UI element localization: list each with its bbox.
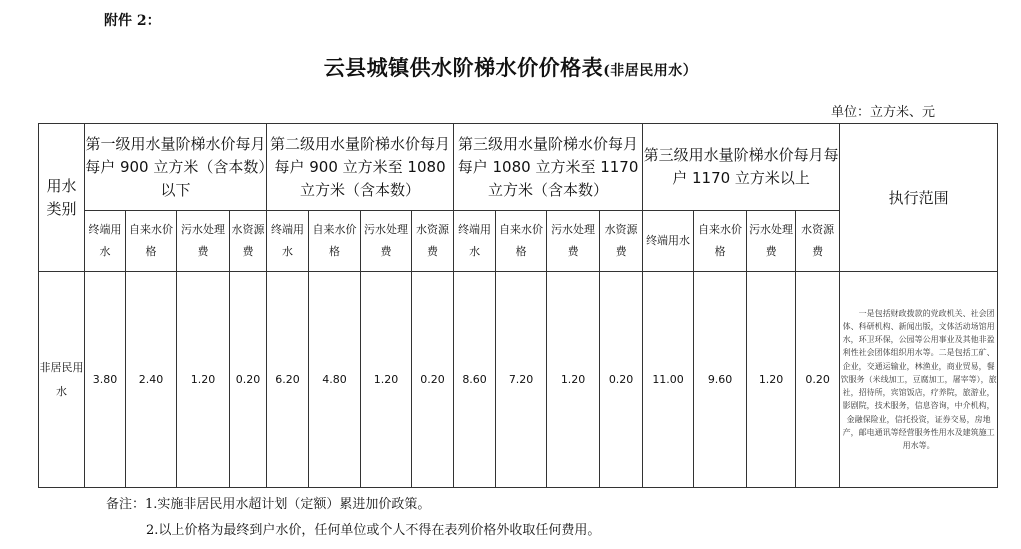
sub-header-sewage: 污水处理费 — [747, 211, 796, 272]
tier-header-row — [39, 124, 998, 211]
sub-header-terminal: 终端用水 — [454, 211, 496, 272]
sub-header-terminal: 终端用水 — [85, 211, 126, 272]
scope-header: 执行范围 — [840, 124, 998, 272]
sub-header-resource: 水资源费 — [412, 211, 454, 272]
tier-3-terminal-price: 8.60 — [454, 272, 496, 488]
sub-header-tap: 自来水价格 — [694, 211, 747, 272]
tier-2-resource-fee: 0.20 — [412, 272, 454, 488]
scope-description: 一是包括财政拨款的党政机关、社会团体、科研机构、新闻出版，文体活动场馆用水，环卫环保，公园等公用事业及其他非盈利性社会团体组织用水等。二是包括工矿、企业，交通运输业，林渔业，商业贸易，餐饮服务（米线加工，豆腐加工，屠宰等），旅社，招待所，宾馆饭店，疗养院，旅游业，影剧院，技术服务，信息咨询，中介机构，金融保险业，信托投资，证券交易，房地产，邮电通讯等经营服务性用水及建筑施工用水等。 — [840, 272, 998, 488]
tier-1-tap-price: 2.40 — [126, 272, 177, 488]
sub-header-sewage: 污水处理费 — [547, 211, 600, 272]
sub-header-resource: 水资源费 — [600, 211, 643, 272]
tier-2-tap-price: 4.80 — [309, 272, 361, 488]
category-header — [39, 124, 85, 272]
sub-header-resource: 水资源费 — [230, 211, 267, 272]
sub-header-sewage: 污水处理费 — [361, 211, 412, 272]
tier-4-header: 第三级用水量阶梯水价每月每户 1170 立方米以上 — [643, 124, 840, 211]
tier-3-sewage-fee: 1.20 — [547, 272, 600, 488]
unit-label: 单位：立方米、元 — [830, 105, 935, 120]
sub-header-terminal: 终端用水 — [267, 211, 309, 272]
table-row — [39, 272, 998, 488]
annex-label: 附件 2： — [104, 13, 161, 29]
note-2: 2.以上价格为最终到户水价，任何单位或个人不得在表列价格外收取任何费用。 — [146, 523, 601, 538]
tier-2-terminal-price: 6.20 — [267, 272, 309, 488]
note-1: 备注：1.实施非居民用水超计划（定额）累进加价政策。 — [106, 497, 431, 512]
tier-4-tap-price: 9.60 — [694, 272, 747, 488]
tier-1-terminal-price: 3.80 — [85, 272, 126, 488]
sub-header-tap: 自来水价格 — [126, 211, 177, 272]
tier-3-resource-fee: 0.20 — [600, 272, 643, 488]
sub-header-tap: 自来水价格 — [496, 211, 547, 272]
tier-2-sewage-fee: 1.20 — [361, 272, 412, 488]
tier-4-sewage-fee: 1.20 — [747, 272, 796, 488]
page-title — [0, 52, 1021, 82]
tier-2-header: 第二级用水量阶梯水价每月每户 900 立方米至 1080 立方米（含本数） — [267, 124, 454, 211]
price-table — [38, 123, 998, 488]
sub-header-terminal: 终端用水 — [643, 211, 694, 272]
sub-header-tap: 自来水价格 — [309, 211, 361, 272]
tier-3-tap-price: 7.20 — [496, 272, 547, 488]
tier-1-header: 第一级用水量阶梯水价每月每户 900 立方米（含本数）以下 — [85, 124, 267, 211]
title-sub: (非居民用水） — [603, 63, 698, 79]
tier-1-resource-fee: 0.20 — [230, 272, 267, 488]
tier-3-header: 第三级用水量阶梯水价每月每户 1080 立方米至 1170 立方米（含本数） — [454, 124, 643, 211]
sub-header-sewage: 污水处理费 — [177, 211, 230, 272]
sub-header-resource: 水资源费 — [796, 211, 840, 272]
tier-1-sewage-fee: 1.20 — [177, 272, 230, 488]
category-header-text: 用水类别 — [46, 176, 77, 218]
tier-4-terminal-price: 11.00 — [643, 272, 694, 488]
category-cell: 非居民用水 — [39, 272, 85, 488]
title-main: 云县城镇供水阶梯水价价格表 — [323, 55, 604, 80]
tier-4-resource-fee: 0.20 — [796, 272, 840, 488]
